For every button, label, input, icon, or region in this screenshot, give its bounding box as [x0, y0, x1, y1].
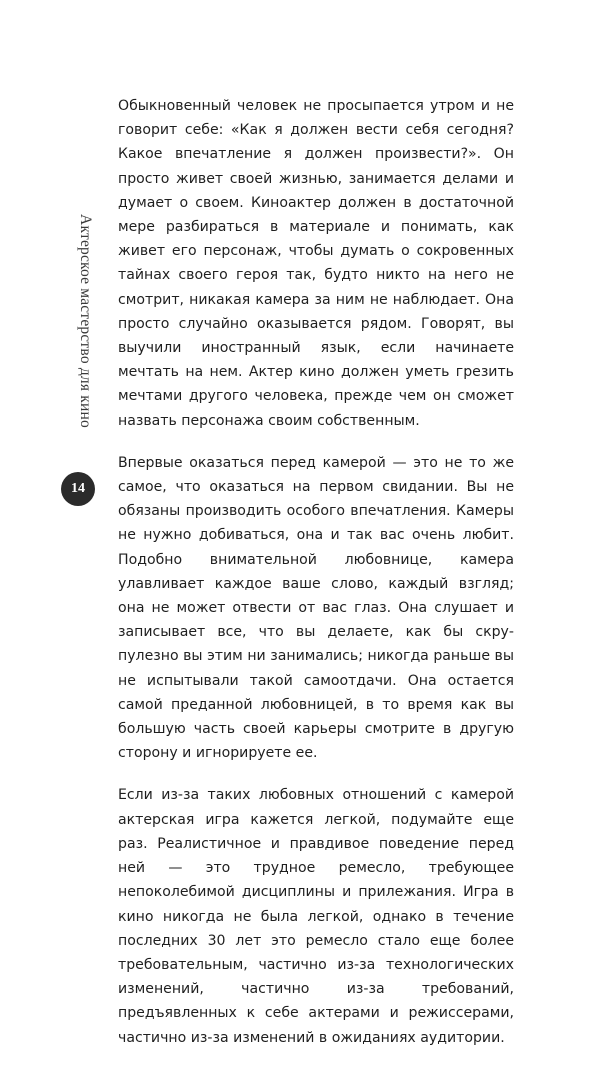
running-head-text: Актерское мастерство для кино	[77, 214, 94, 428]
paragraph-1: Обыкновенный человек не просыпается утром и не говорит себе: «Как я должен вести себя сегодня? Какое впечатление я должен произвести?». Он просто живет своей жизнью, занимается делами и думает о своем. Киноактер должен в достаточной мере разбираться в материале и понимать, как живет его персонаж, чтобы думать о сокровенных тайнах своего героя так, будто никто на него не смотрит, никакая камера за ним не наблюдает. Она просто случайно оказывается рядом. Говорят, вы выучили иностранный язык, если начинаете мечтать на нем. Актер кино должен уметь грезить мечтами другого человека, прежде чем он сможет назвать персонажа своим собственным.	[118, 98, 514, 429]
body-text	[118, 94, 514, 1068]
page-number-text: 14	[71, 481, 85, 496]
page-number-badge	[61, 472, 95, 506]
paragraph-3: Если из-за таких любовных отношений с камерой актерская игра кажется легкой, подумайте еще раз. Реалистичное и правдивое поведение перед ней — это трудное ремесло, требующее непоколебимой дисциплины и прилежания. Игра в кино никогда не была легкой, однако в течение последних 30 лет это ремесло стало еще более требовательным, частично из-за технологических изменений, частично из-за требований, предъявленных к себе актерами и режиссерами, частично из-за изменений в ожиданиях аудитории.	[118, 787, 514, 1046]
running-head	[73, 185, 97, 457]
paragraph-2: Впервые оказаться перед камерой — это не то же самое, что оказаться на первом свидании. Вы не обязаны производить особого впечатления. Камеры не нужно добиваться, она и так вас очень любит. Подобно внимательной любовнице, камера улавливает каждое ваше слово, каждый взгляд; она не может отвести от вас глаз. Она слушает и записывает все, что вы делаете, как бы скрупулезно вы этим ни занимались; никогда раньше вы не испытывали такой самоотдачи. Она остается самой преданной любовницей, в то время как вы большую часть своей карьеры смотрите в другую сторону и игнорируете ее.	[118, 454, 514, 762]
